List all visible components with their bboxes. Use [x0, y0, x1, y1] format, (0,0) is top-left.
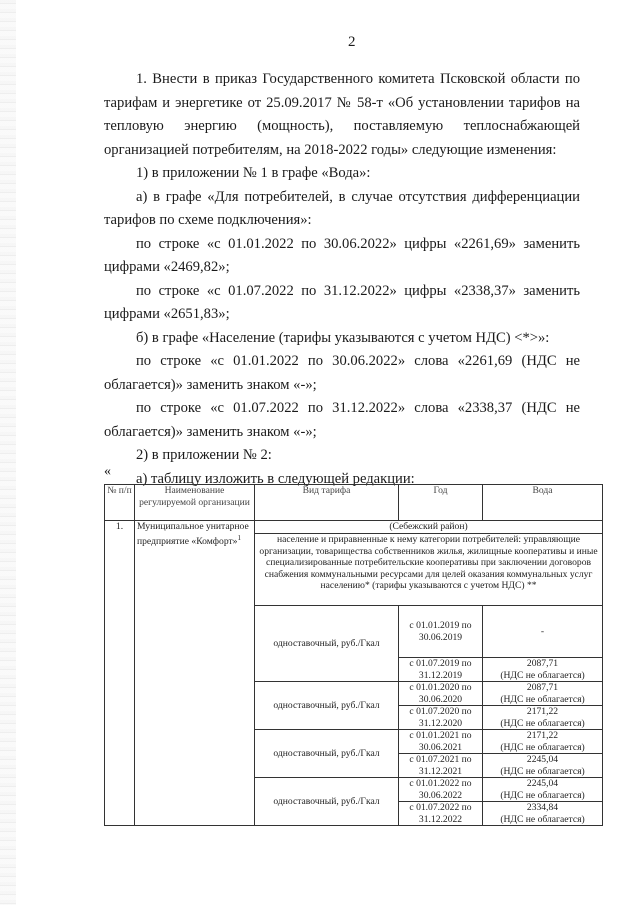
period-cell: с 01.07.2020 по 31.12.2020: [399, 706, 483, 730]
header-water: Вода: [483, 485, 603, 521]
tariff-value: -: [540, 625, 545, 637]
paragraph-amend-order: 1. Внести в приказ Государственного комитета Псковской области по тарифам и энергетике от 25.09.2017 № 58-т «Об установлении тарифов на тепловую энергию (мощность), поставляемую теплоснабжающей организацией потребителям, на 2018-2022 годы» следующие изменения:: [104, 71, 580, 158]
paragraph-column-population: б) в графе «Население (тарифы указываются с учетом НДС) <*>»:: [136, 329, 550, 346]
district-row: [105, 521, 603, 534]
tariff-type-cell: одноставочный, руб./Гкал: [255, 606, 399, 682]
district-cell: (Себежский район): [255, 521, 603, 534]
scan-edge: [0, 0, 16, 905]
vat-note: (НДС не облагается): [500, 669, 585, 681]
tariff-type-cell: одноставочный, руб./Гкал: [255, 778, 399, 826]
header-type: Вид тарифа: [255, 485, 399, 521]
population-note: население и приравненные к нему категории потребителей: управляющие организации, товарищества собственников жилья, жилищные кооперативы и иные специализированные потребительские кооперативы при заключении договоров снабжения коммунальными ресурсами для целей оказания коммунальных услуг населению* (тарифы указываются с учетом НДС) **: [255, 534, 603, 606]
vat-note: (НДС не облагается): [500, 765, 585, 777]
tariff-value: 2087,71: [526, 682, 559, 693]
vat-note: (НДС не облагается): [500, 717, 585, 729]
paragraph-pop-2022-h2: по строке «с 01.07.2022 по 31.12.2022» слова «2338,37 (НДС не облагается)» заменить знаком «-»;: [104, 400, 580, 440]
header-num: № п/п: [105, 485, 135, 521]
header-org: Наименование регулируемой организации: [135, 485, 255, 521]
tariff-value: 2245,04: [526, 754, 559, 765]
vat-note: (НДС не облагается): [500, 741, 585, 753]
vat-note: (НДС не облагается): [500, 789, 585, 801]
period-cell: с 01.01.2019 по 30.06.2019: [399, 606, 483, 658]
tariff-type-cell: одноставочный, руб./Гкал: [255, 730, 399, 778]
page-number: 2: [348, 34, 356, 50]
value-cell: [483, 754, 603, 778]
vat-note: (НДС не облагается): [500, 693, 585, 705]
tariff-value: 2087,71: [526, 658, 559, 669]
tariff-type-cell: одноставочный, руб./Гкал: [255, 682, 399, 730]
period-cell: с 01.01.2022 по 30.06.2022: [399, 778, 483, 802]
value-cell: [483, 706, 603, 730]
org-footnote-mark: 1: [237, 533, 241, 542]
value-cell: [483, 658, 603, 682]
value-cell: [483, 778, 603, 802]
opening-quote: «: [104, 464, 111, 479]
document-body: [104, 68, 580, 491]
org-name-cell: [135, 521, 255, 826]
tariff-value: 2245,04: [526, 778, 559, 789]
row-number: 1.: [105, 521, 135, 826]
paragraph-annex-2: 2) в приложении № 2:: [136, 447, 272, 463]
table-header-row: [105, 485, 603, 521]
paragraph-annex-1: 1) в приложении № 1 в графе «Вода»:: [136, 165, 371, 181]
paragraph-row-2022-h1: по строке «с 01.01.2022 по 30.06.2022» цифры «2261,69» заменить цифрами «2469,82»;: [104, 235, 580, 275]
paragraph-row-2022-h2: по строке «с 01.07.2022 по 31.12.2022» цифры «2338,37» заменить цифрами «2651,83»;: [104, 282, 580, 322]
paragraph-pop-2022-h1: по строке «с 01.01.2022 по 30.06.2022» слова «2261,69 (НДС не облагается)» заменить знаком «-»;: [104, 353, 580, 393]
vat-note: (НДС не облагается): [500, 813, 585, 825]
value-cell: [483, 682, 603, 706]
period-cell: с 01.01.2020 по 30.06.2020: [399, 682, 483, 706]
header-year: Год: [399, 485, 483, 521]
period-cell: с 01.07.2019 по 31.12.2019: [399, 658, 483, 682]
paragraph-table-edit: а) таблицу изложить в следующей редакции:: [136, 470, 415, 487]
paragraph-column-consumers: а) в графе «Для потребителей, в случае отсутствия дифференциации тарифов по схеме подключения»:: [104, 188, 580, 228]
value-cell: [483, 606, 603, 658]
tariff-value: 2171,22: [526, 730, 559, 741]
value-cell: [483, 730, 603, 754]
tariff-table: [104, 484, 603, 826]
period-cell: с 01.01.2021 по 30.06.2021: [399, 730, 483, 754]
tariff-value: 2334,84: [526, 802, 559, 813]
tariff-value: 2171,22: [526, 706, 559, 717]
period-cell: с 01.07.2021 по 31.12.2021: [399, 754, 483, 778]
org-name: Муниципальное унитарное предприятие «Комфорт»: [137, 521, 249, 547]
value-cell: [483, 802, 603, 826]
period-cell: с 01.07.2022 по 31.12.2022: [399, 802, 483, 826]
